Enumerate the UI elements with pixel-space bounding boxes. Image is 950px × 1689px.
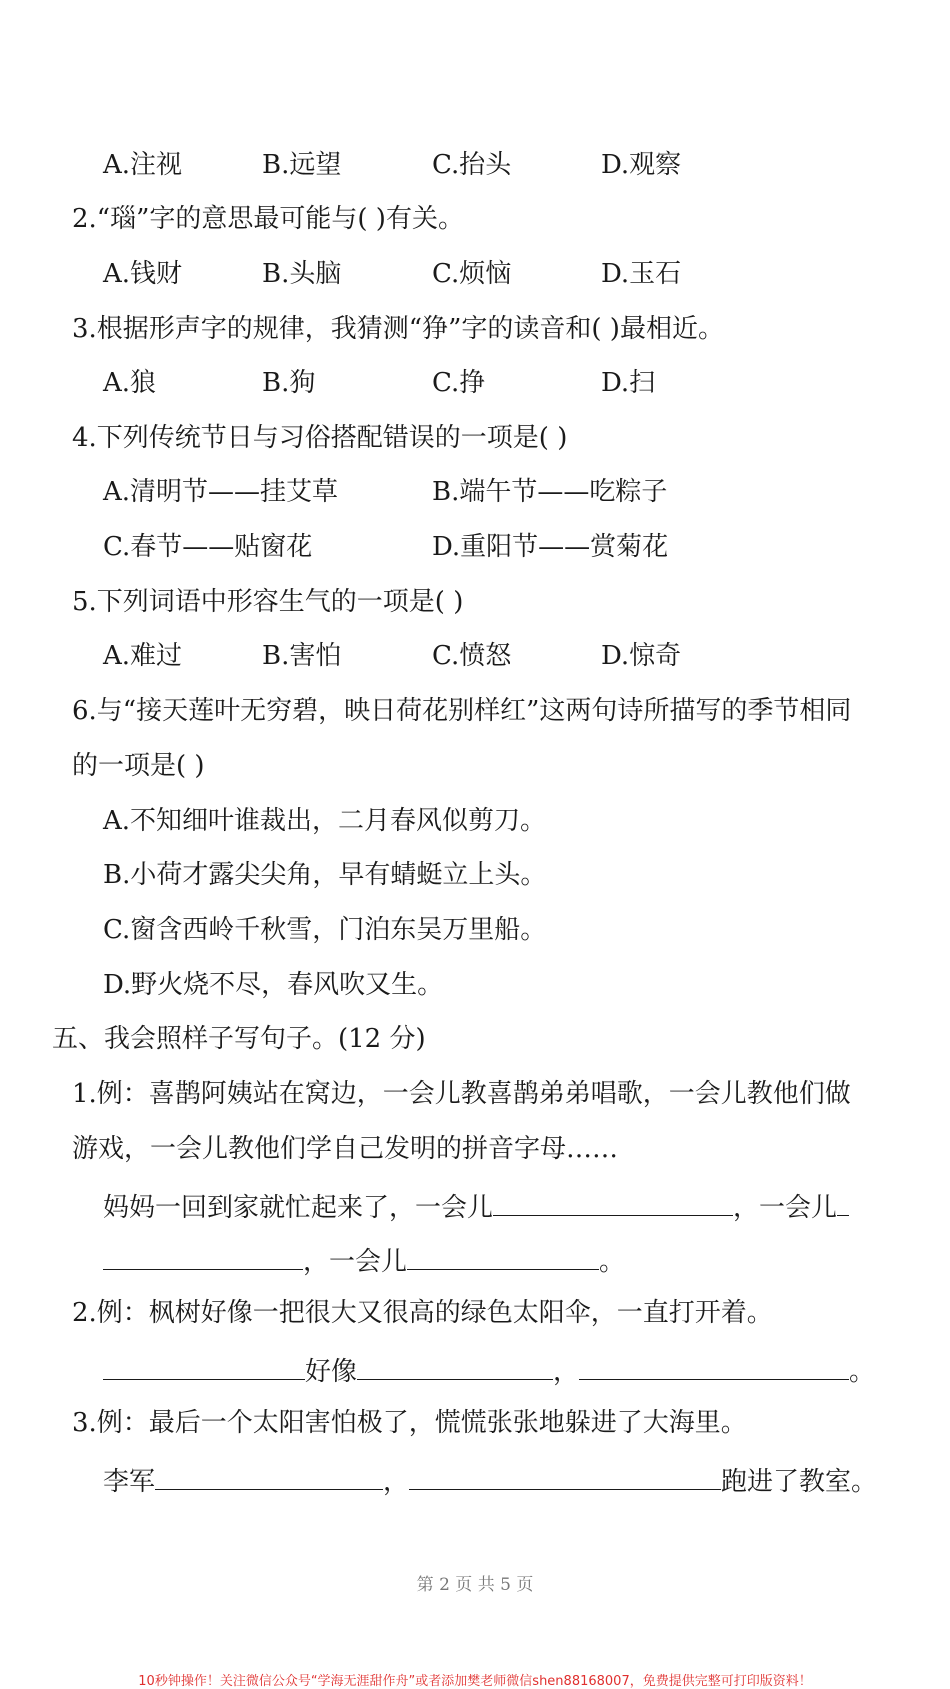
q3-option-a: A.狼 <box>103 368 157 398</box>
s5-q1-answer-line-2 <box>103 1245 625 1275</box>
q2-option-b: B.头脑 <box>262 259 342 289</box>
answer-blank[interactable] <box>103 1245 303 1270</box>
s5-q1-comma-a: ，一会儿 <box>733 1193 838 1223</box>
s5-q1-example-line-1: 1.例：喜鹊阿姨站在窝边，一会儿教喜鹊弟弟唱歌，一会儿教他们做 <box>72 1079 851 1109</box>
question-3: 3.根据形声字的规律，我猜测“狰”字的读音和( )最相近。 <box>72 314 724 344</box>
s5-q2-answer-line <box>103 1355 875 1385</box>
question-6-line-2: 的一项是( ) <box>72 751 205 781</box>
q3-option-b: B.狗 <box>262 368 316 398</box>
q5-option-c: C.愤怒 <box>432 641 512 671</box>
answer-blank[interactable] <box>837 1191 849 1216</box>
q1-option-b: B.远望 <box>262 150 342 180</box>
q6-option-a: A.不知细叶谁裁出，二月春风似剪刀。 <box>103 806 547 836</box>
s5-q1-prompt: 妈妈一回到家就忙起来了，一会儿 <box>103 1193 494 1223</box>
s5-q3-comma: ， <box>383 1467 410 1497</box>
question-5: 5.下列词语中形容生气的一项是( ) <box>72 587 464 617</box>
q6-option-b: B.小荷才露尖尖角，早有蜻蜓立上头。 <box>103 860 547 890</box>
answer-blank[interactable] <box>579 1355 849 1380</box>
s5-q1-example-line-2: 游戏，一会儿教他们学自己发明的拼音字母…… <box>72 1134 619 1164</box>
answer-blank[interactable] <box>155 1465 383 1490</box>
q6-option-d: D.野火烧不尽，春风吹又生。 <box>103 970 444 1000</box>
q4-option-a: A.清明节——挂艾草 <box>103 477 339 507</box>
q2-option-d: D.玉石 <box>601 259 682 289</box>
answer-blank[interactable] <box>407 1245 599 1270</box>
q1-option-c: C.抬头 <box>432 150 512 180</box>
q4-option-d: D.重阳节——赏菊花 <box>432 532 669 562</box>
q2-option-c: C.烦恼 <box>432 259 512 289</box>
question-6-line-1: 6.与“接天莲叶无穷碧，映日荷花别样红”这两句诗所描写的季节相同 <box>72 696 852 726</box>
s5-q3-start: 李军 <box>103 1467 156 1497</box>
q2-option-a: A.钱财 <box>103 259 183 289</box>
page-number: 第 2 页 共 5 页 <box>416 1575 534 1595</box>
s5-q3-answer-line <box>103 1465 877 1495</box>
q5-option-a: A.难过 <box>103 641 183 671</box>
s5-q2-comma: ， <box>553 1357 580 1387</box>
q4-option-b: B.端午节——吃粽子 <box>432 477 668 507</box>
s5-q2-example: 2.例：枫树好像一把很大又很高的绿色太阳伞，一直打开着。 <box>72 1298 773 1328</box>
q6-option-c: C.窗含西岭千秋雪，门泊东吴万里船。 <box>103 915 547 945</box>
q5-option-d: D.惊奇 <box>601 641 682 671</box>
question-4: 4.下列传统节日与习俗搭配错误的一项是( ) <box>72 423 568 453</box>
answer-blank[interactable] <box>103 1355 305 1380</box>
q1-option-a: A.注视 <box>103 150 183 180</box>
s5-q1-comma-b: ，一会儿 <box>303 1247 408 1277</box>
answer-blank[interactable] <box>409 1465 721 1490</box>
question-2: 2.“瑙”字的意思最可能与( )有关。 <box>72 204 464 234</box>
answer-blank[interactable] <box>357 1355 553 1380</box>
q5-option-b: B.害怕 <box>262 641 342 671</box>
q1-option-d: D.观察 <box>601 150 682 180</box>
s5-q2-mid: 好像 <box>305 1357 358 1387</box>
s5-q3-example: 3.例：最后一个太阳害怕极了，慌慌张张地躲进了大海里。 <box>72 1408 747 1438</box>
s5-q3-end: 跑进了教室。 <box>721 1467 878 1497</box>
s5-q1-answer-line-1 <box>103 1191 849 1221</box>
section-5-heading: 五、我会照样子写句子。(12 分) <box>52 1024 426 1054</box>
q3-option-c: C.挣 <box>432 368 486 398</box>
answer-blank[interactable] <box>493 1191 733 1216</box>
promo-note: 10秒钟操作！关注微信公众号“学海无涯甜作舟”或者添加樊老师微信shen88168007，免费提供完整可打印版资料！ <box>138 1674 812 1689</box>
s5-q2-end: 。 <box>849 1357 876 1387</box>
s5-q1-end: 。 <box>599 1247 626 1277</box>
q3-option-d: D.扫 <box>601 368 656 398</box>
q4-option-c: C.春节——贴窗花 <box>103 532 313 562</box>
